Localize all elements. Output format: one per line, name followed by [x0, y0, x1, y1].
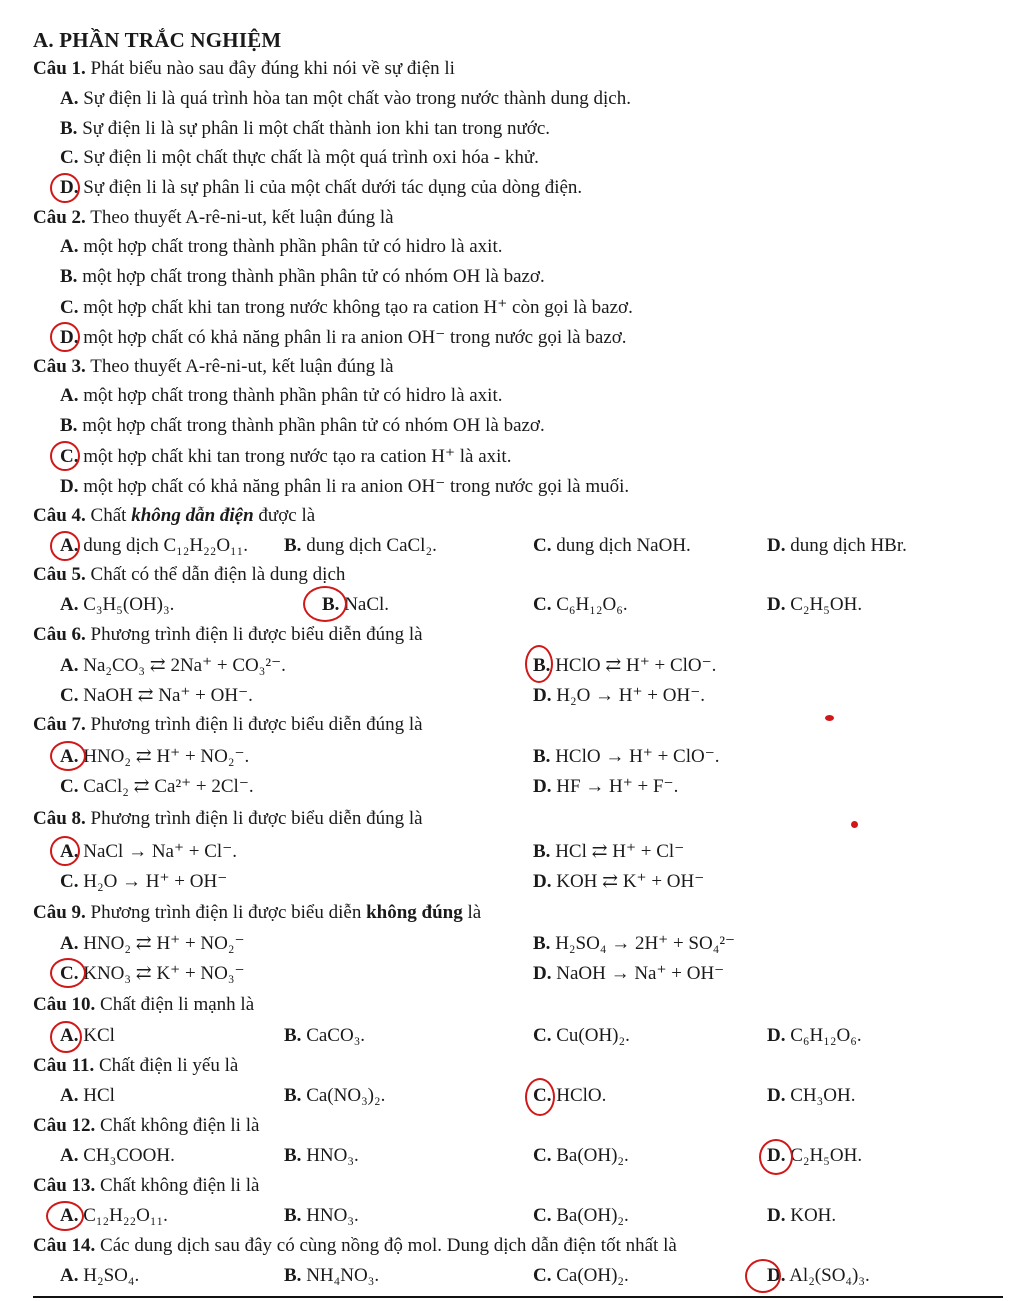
- option-7d[interactable]: D. HF → H⁺ + F⁻.: [533, 776, 679, 797]
- ink-dot: [825, 715, 834, 721]
- option-1b[interactable]: B. Sự điện li là sự phân li một chất thành ion khi tan trong nước.: [60, 118, 551, 139]
- answer-mark-circle: [50, 322, 80, 352]
- question-10: Câu 10. Chất điện li mạnh là: [33, 994, 255, 1015]
- option-1d[interactable]: D. Sự điện li là sự phân li của một chất dưới tác dụng của dòng điện.: [60, 177, 583, 198]
- question-13: Câu 13. Chất không điện li là: [33, 1175, 260, 1196]
- option-8c[interactable]: C. H₂O → H⁺ + OH⁻: [60, 871, 228, 892]
- answer-mark-circle: [50, 1021, 82, 1053]
- option-12d[interactable]: D. C₂H₅OH.: [767, 1145, 863, 1166]
- question-stem: Phát biểu nào sau đây đúng khi nói về sự điện li: [90, 58, 455, 79]
- option-8b[interactable]: B. HCl ⇄ H⁺ + Cl⁻: [533, 841, 685, 862]
- option-11c[interactable]: C. HClO.: [533, 1085, 607, 1106]
- option-11a[interactable]: A. HCl: [60, 1085, 115, 1106]
- section-title: A. PHẦN TRẮC NGHIỆM: [33, 28, 282, 52]
- option-13d[interactable]: D. KOH.: [767, 1205, 837, 1226]
- option-2d[interactable]: D. một hợp chất có khả năng phân li ra anion OH⁻ trong nước gọi là bazơ.: [60, 327, 627, 348]
- answer-mark-circle: [50, 958, 86, 988]
- option-6d[interactable]: D. H₂O → H⁺ + OH⁻.: [533, 685, 705, 706]
- option-8d[interactable]: D. KOH ⇄ K⁺ + OH⁻: [533, 871, 705, 892]
- question-9: Câu 9. Phương trình điện li được biểu diễn không đúng là: [33, 902, 482, 923]
- option-6c[interactable]: C. NaOH ⇄ Na⁺ + OH⁻.: [60, 685, 253, 706]
- question-11: Câu 11. Chất điện li yếu là: [33, 1055, 239, 1076]
- option-14d[interactable]: D. Al₂(SO₄)₃.: [767, 1265, 870, 1286]
- answer-mark-circle: [50, 741, 86, 771]
- option-10d[interactable]: D. C₆H₁₂O₆.: [767, 1025, 862, 1046]
- option-5d[interactable]: D. C₂H₅OH.: [767, 594, 863, 615]
- option-3b[interactable]: B. một hợp chất trong thành phần phân tử có nhóm OH là bazơ.: [60, 415, 545, 436]
- question-14: Câu 14. Các dung dịch sau đây có cùng nồng độ mol. Dung dịch dẫn điện tốt nhất là: [33, 1235, 677, 1256]
- question-7: Câu 7. Phương trình điện li được biểu diễn đúng là: [33, 714, 423, 735]
- option-6b[interactable]: B. HClO ⇄ H⁺ + ClO⁻.: [533, 655, 717, 676]
- option-5c[interactable]: C. C₆H₁₂O₆.: [533, 594, 628, 615]
- option-14c[interactable]: C. Ca(OH)₂.: [533, 1265, 629, 1286]
- option-14b[interactable]: B. NH₄NO₃.: [284, 1265, 380, 1286]
- answer-mark-circle: [50, 441, 80, 471]
- option-11d[interactable]: D. CH₃OH.: [767, 1085, 856, 1106]
- option-9d[interactable]: D. NaOH → Na⁺ + OH⁻: [533, 963, 725, 984]
- option-10a[interactable]: A. KCl: [60, 1025, 115, 1046]
- ink-dot: [851, 821, 858, 828]
- answer-mark-circle: [525, 1078, 555, 1116]
- option-13b[interactable]: B. HNO₃.: [284, 1205, 359, 1226]
- option-9a[interactable]: A. HNO₂ ⇄ H⁺ + NO₂⁻: [60, 933, 245, 954]
- option-4b[interactable]: B. dung dịch CaCl₂.: [284, 535, 437, 556]
- answer-mark-circle: [50, 836, 80, 866]
- option-2b[interactable]: B. một hợp chất trong thành phần phân tử có nhóm OH là bazơ.: [60, 266, 545, 287]
- option-9b[interactable]: B. H₂SO₄ → 2H⁺ + SO₄²⁻: [533, 933, 736, 954]
- option-7b[interactable]: B. HClO → H⁺ + ClO⁻.: [533, 746, 720, 767]
- question-5: Câu 5. Chất có thể dẫn điện là dung dịch: [33, 564, 346, 585]
- answer-mark-circle: [46, 1201, 84, 1231]
- answer-mark-circle: [50, 173, 80, 203]
- option-2c[interactable]: C. một hợp chất khi tan trong nước không tạo ra cation H⁺ còn gọi là bazơ.: [60, 297, 633, 318]
- option-12c[interactable]: C. Ba(OH)₂.: [533, 1145, 629, 1166]
- option-3d[interactable]: D. một hợp chất có khả năng phân li ra anion OH⁻ trong nước gọi là muối.: [60, 476, 630, 497]
- answer-mark-circle: [50, 531, 80, 561]
- question-4: Câu 4. Chất không dẫn điện được là: [33, 505, 316, 526]
- option-3c[interactable]: C. một hợp chất khi tan trong nước tạo ra cation H⁺ là axit.: [60, 446, 512, 467]
- option-6a[interactable]: A. Na₂CO₃ ⇄ 2Na⁺ + CO₃²⁻.: [60, 655, 286, 676]
- question-1: [33, 58, 455, 80]
- question-2: Câu 2. Theo thuyết A-rê-ni-ut, kết luận đúng là: [33, 207, 394, 228]
- question-8: Câu 8. Phương trình điện li được biểu diễn đúng là: [33, 808, 423, 829]
- question-label: Câu 1.: [33, 58, 86, 79]
- option-7c[interactable]: C. CaCl₂ ⇄ Ca²⁺ + 2Cl⁻.: [60, 776, 254, 797]
- answer-mark-circle: [303, 586, 347, 622]
- option-10b[interactable]: B. CaCO₃.: [284, 1025, 366, 1046]
- option-10c[interactable]: C. Cu(OH)₂.: [533, 1025, 630, 1046]
- option-4d[interactable]: D. dung dịch HBr.: [767, 535, 907, 556]
- option-13a[interactable]: A. C₁₂H₂₂O₁₁.: [60, 1205, 168, 1226]
- option-12a[interactable]: A. CH₃COOH.: [60, 1145, 175, 1166]
- option-14a[interactable]: A. H₂SO₄.: [60, 1265, 140, 1286]
- question-6: Câu 6. Phương trình điện li được biểu diễn đúng là: [33, 624, 423, 645]
- bottom-rule: [33, 1296, 1003, 1298]
- option-8a[interactable]: A. NaCl → Na⁺ + Cl⁻.: [60, 841, 237, 862]
- answer-mark-circle: [525, 645, 553, 683]
- option-5a[interactable]: A. C₃H₅(OH)₃.: [60, 594, 175, 615]
- option-2a[interactable]: A. một hợp chất trong thành phần phân tử có hidro là axit.: [60, 236, 503, 257]
- option-9c[interactable]: C. KNO₃ ⇄ K⁺ + NO₃⁻: [60, 963, 245, 984]
- option-4a[interactable]: A. dung dịch C₁₂H₂₂O₁₁.: [60, 535, 249, 556]
- option-3a[interactable]: A. một hợp chất trong thành phần phân tử có hidro là axit.: [60, 385, 503, 406]
- option-13c[interactable]: C. Ba(OH)₂.: [533, 1205, 629, 1226]
- question-12: Câu 12. Chất không điện li là: [33, 1115, 260, 1136]
- answer-mark-circle: [745, 1259, 781, 1293]
- option-11b[interactable]: B. Ca(NO₃)₂.: [284, 1085, 386, 1106]
- option-5b[interactable]: B. NaCl.: [322, 594, 390, 615]
- option-7a[interactable]: A. HNO₂ ⇄ H⁺ + NO₂⁻.: [60, 746, 250, 767]
- option-1c[interactable]: C. Sự điện li một chất thực chất là một quá trình oxi hóa - khử.: [60, 147, 539, 168]
- question-3: Câu 3. Theo thuyết A-rê-ni-ut, kết luận đúng là: [33, 356, 394, 377]
- answer-mark-circle: [759, 1139, 793, 1175]
- option-1a[interactable]: A. Sự điện li là quá trình hòa tan một chất vào trong nước thành dung dịch.: [60, 88, 631, 109]
- option-12b[interactable]: B. HNO₃.: [284, 1145, 359, 1166]
- option-4c[interactable]: C. dung dịch NaOH.: [533, 535, 691, 556]
